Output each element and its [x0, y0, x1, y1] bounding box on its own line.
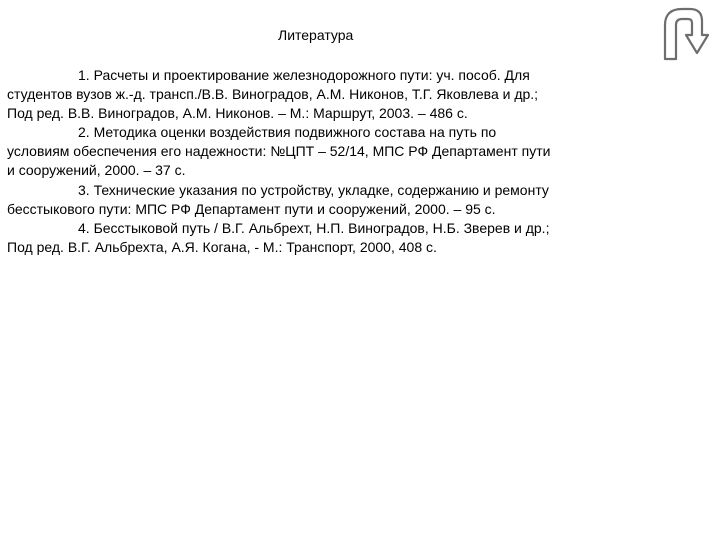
reference-list — [7, 66, 647, 257]
reference-line: Под ред. В.В. Виноградов, А.М. Никонов. – М.: Маршрут, 2003. – 486 с. — [7, 105, 468, 122]
reference-line: бесстыкового пути: МПС РФ Департамент пути и сооружений, 2000. – 95 с. — [7, 200, 496, 217]
reference-line: условиям обеспечения его надежности: №ЦПТ – 52/14, МПС РФ Департамент пути — [7, 143, 551, 160]
reference-line: 3. Технические указания по устройству, укладке, содержанию и ремонту — [78, 181, 549, 198]
reference-line: Под ред. В.Г. Альбрехта, А.Я. Когана, - М.: Транспорт, 2000, 408 с. — [7, 238, 437, 255]
reference-line: 4. Бесстыковой путь / В.Г. Альбрехт, Н.П. Виноградов, Н.Б. Зверев и др.; — [78, 219, 550, 236]
reference-line: 1. Расчеты и проектирование железнодорожного пути: уч. пособ. Для — [78, 67, 530, 83]
reference-item — [7, 181, 647, 219]
reference-item — [7, 66, 647, 123]
return-arrow-icon — [662, 5, 714, 61]
reference-line: студентов вузов ж.-д. трансп./В.В. Виноградов, А.М. Никонов, Т.Г. Яковлева и др.; — [7, 86, 539, 103]
page-title: Литература — [278, 27, 354, 43]
reference-line: и сооружений, 2000. – 37 с. — [7, 162, 186, 179]
reference-item — [7, 219, 647, 257]
return-button[interactable] — [662, 5, 714, 61]
reference-line: 2. Методика оценки воздействия подвижного состава на путь по — [78, 124, 497, 141]
reference-item — [7, 123, 647, 180]
